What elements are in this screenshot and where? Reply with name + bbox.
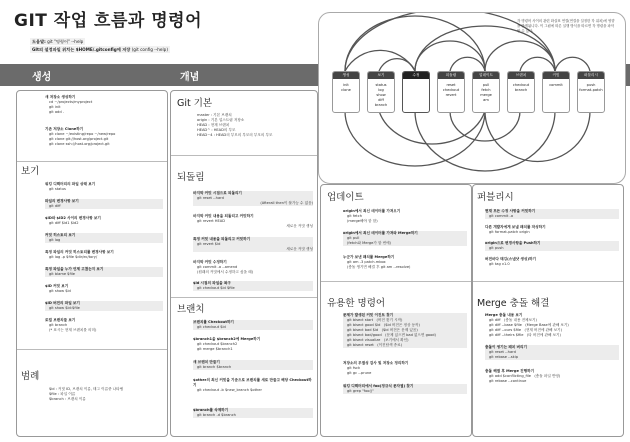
item-heading: origin에서 최신 데이터를 가져와 Merge하기 [343,231,418,235]
page-title: GIT 작업 흐름과 명령어 [14,11,203,31]
item-command: (충돌 생기면 해결 후 git am --resolve) [347,265,411,269]
item-command: git push [489,246,504,250]
item-command: git diff $id1 $id2 [49,221,79,225]
item-command: git show $id [49,289,71,293]
item-command: (merge해야 함 함) [347,219,378,223]
branch-item-5 [193,408,313,418]
update-item-3 [343,255,467,270]
create-item-1 [45,95,163,115]
item-command: git branch [49,323,68,327]
revert-item-5 [193,281,313,291]
item-command: git bisect reset (이진탐색 종료) [347,343,403,347]
item-command: git diff --base $file (Merge Base에 관해 보기) [489,323,569,327]
item-command: git bisect start (버전 찾기 시작) [347,318,403,322]
flow-box-body [403,79,429,83]
legend-list [45,387,163,402]
flow-box-update [472,71,500,113]
view-item-9 [45,318,163,333]
legend-line: $id : 커밋 ID, 브랜치 이름, 태그 이름중 나타냄 [49,387,124,391]
flow-box-head: 보기 [368,72,394,79]
useful-item-2 [343,361,467,376]
flow-box-publish [577,71,605,113]
update-item-2 [343,231,467,246]
item-heading: 커밋 히스토리 보기 [45,233,76,237]
item-command: git diff [49,204,61,208]
item-command: git status [49,187,66,191]
item-command: (fetch와 Merge가 함 번에) [347,241,391,245]
item-heading: 파일의 변경사항 보기 [45,199,79,203]
flow-box-body: commit [549,83,563,87]
item-command: git diff (충돌 내용 전체보기) [489,318,537,322]
item-command: git pull [347,236,360,240]
item-command: git log -p $file $dir/ec/tory/ [49,255,98,259]
flow-box-body: status log show diff branch [374,83,388,107]
concept-line: origin : 기본 업스트림 저장소 [197,118,245,122]
left-column-panel [16,90,168,437]
section-title-revert: 되돌림 [177,172,205,183]
flow-box-head: 퍼블리시 [578,72,604,79]
item-heading: 충돌이 생기는 패치 버리기 [485,345,527,349]
view-item-7 [45,284,163,294]
item-note: (원래의 커밋에서 수정하고 싶을 때) [197,270,253,274]
item-note: 새로운 커밋 생성 [286,224,313,228]
item-command: git blame $file [49,272,75,276]
help-text-2: (git config --help) [131,47,168,52]
publish-merge-panel [472,184,624,437]
item-heading: 브랜치를 Checkout하기 [193,320,234,324]
update-item-1 [343,209,467,224]
item-heading: 현재 모든 수정 사항을 커밋하기 [485,209,536,213]
item-command: git rebase --continue [489,379,527,383]
item-note: (Afterall then이 불가능 수 없음) [260,201,313,205]
item-command: git init [49,105,61,109]
useful-item-1 [343,313,467,348]
item-heading: $ID와 $ID2 사이의 변경사항 보기 [45,216,101,220]
item-command: git bisect bad/good (문제 있으면 bad 없으면 good) [347,333,436,337]
merge-item-2 [485,345,619,360]
item-heading: origin에서 최신 데이터를 가져오기 [343,209,401,213]
middle-column-panel [170,90,318,437]
item-command: git log [49,238,61,242]
revert-item-4 [193,260,313,275]
item-heading: 특정 커밋 내용을 되돌리고 커밋하기 [193,237,251,241]
view-item-3 [45,216,163,226]
diagram-note: 각 명령어 사이의 관련 화살표 연결(연결을 설정한 각 위치)에 영향을 받게됩니다. 이 그림에 따른 실행 방식을 따르면 각 명령을 파악할 수 있다. [517,19,615,33]
item-heading: 로컬 브랜치들 보기 [45,318,76,322]
item-heading: 문제가 발생된 커밋 이진트 찾기 [343,313,394,317]
item-command: git commit -a [489,214,514,218]
legend-line: $file : 파일 이름 [49,392,76,396]
publish-item-3 [485,241,619,251]
view-item-8 [45,301,163,311]
view-item-2 [45,199,163,209]
revert-item-2 [193,214,313,229]
item-command: git format-patch origin [489,230,530,234]
merge-item-1 [485,313,619,338]
band-label-create: 생성 [32,72,52,83]
flow-box-body: pull fetch merge am [480,83,492,102]
flow-box-branch [507,71,535,113]
item-command: git revert HEAD [197,219,226,223]
item-command: git clone git://host.org/project.git [49,137,109,141]
item-heading: $branch1을 $branch2에 Merge하기 [193,337,261,341]
view-item-1 [45,182,163,192]
item-command: git checkout $id [197,325,226,329]
publish-item-4 [485,257,619,267]
divider [171,297,317,298]
concept-line: HEAD^ : HEAD의 부모 [197,128,236,132]
concept-line: master : 기본 브랜치 [197,113,232,117]
item-command: git checkout -b $new_branch $other [197,388,262,392]
item-command: git add $conflicting_file (충돌 파일 반영) [489,374,561,378]
item-heading: origin으로 변경사항을 Push하기 [485,241,541,245]
item-heading: $other의 최신 커밋을 기준으로 브랜치를 새로 만들고 해당 Checkout하기 [193,378,312,387]
help-label-2: GIt의 설정파일 위치는 $HOME/.gitconfig에 저장 [32,47,131,52]
concept-line: HEAD~4 : HEAD의 부모의 부모의 부모의 부모 [197,133,273,137]
help-label-1: 도움말: [32,39,46,44]
item-command: git bisect good $id ($id 버전은 정상 동작) [347,323,420,327]
flow-box-head: 브랜치 [508,72,534,79]
item-heading: 특정 파일을 누가 언제 고쳤는지 보기 [45,267,104,271]
branch-item-4 [193,378,313,393]
section-title-view: 보기 [21,166,40,177]
flow-box-head: 업데이트 [473,72,499,79]
flow-box-edit [402,71,430,113]
section-title-concepts: Git 기본 [177,98,213,109]
flow-box-revert [437,71,465,113]
item-command: git branch $branch [197,365,232,369]
flow-box-create [332,71,360,113]
help-block [30,38,170,54]
item-heading: 새 브랜치 만들기 [193,360,220,364]
item-heading: 워킹 디렉터리의 파일 상태 보기 [45,182,96,186]
item-heading: 누군가 보낸 패치를 Merge하기 [343,255,395,259]
concepts-list [193,113,313,138]
update-useful-panel [320,184,472,437]
item-command: git checkout $branch2 [197,342,238,346]
item-heading: 워킹 디렉터리에서 foo(정규식 문자열) 찾기 [343,384,414,388]
item-command: git checkout $id $file [197,286,235,290]
view-item-5 [45,250,163,260]
help-line-1 [30,38,85,45]
branch-item-1 [193,320,313,330]
revert-item-1 [193,191,313,206]
section-title-merge: Merge 충돌 해결 [477,298,550,309]
help-text-1: git "명령어" --help [47,39,84,44]
item-command: git grep "foo()" [347,389,374,393]
useful-item-3 [343,384,467,394]
flow-box-body: init clone [341,83,351,92]
flow-box-head: 생성 [333,72,359,79]
item-command: git commit -a --amend [197,265,238,269]
create-item-2 [45,127,163,147]
view-item-6 [45,267,163,277]
item-command: git reset --hard [489,350,516,354]
section-title-update: 업데이트 [327,192,364,203]
section-title-publish: 퍼블리시 [477,192,514,203]
item-command: cd ~/projects/myproject [49,100,93,104]
item-command: git clone ~/existing/repo ~/new/repo [49,132,116,136]
item-heading: 다른 개발자에게 보낼 패치를 작성하기 [485,225,546,229]
flow-box-body: checkout branch [512,83,530,92]
item-heading: 마지막 커밋 수정하기 [193,260,227,264]
item-heading: $id 시점의 파일을 복구 [193,281,231,285]
item-heading: 특정 파일의 커밋 히스토리를 변경사항 보기 [45,250,114,254]
item-command: git revert $id [197,242,221,246]
item-heading: Merge 충돌 내용 보기 [485,313,523,317]
flow-box-head: 되돌림 [438,72,464,79]
divider [171,155,317,156]
flow-box-head: 수정 [403,72,429,79]
flow-box-body: reset checkout revert [442,83,460,97]
help-line-2 [30,46,170,53]
item-command: git diff --ours $file (현재 버전에 관해 보기) [489,328,563,332]
revert-item-3 [193,237,313,252]
band-label-concepts: 개념 [180,72,200,83]
item-command: git gc --prune [347,371,372,375]
flow-box-view [367,71,395,113]
legend-line: $branch : 브랜치 이름 [49,397,86,401]
item-command: (* 표시는 현재 브랜치를 의미) [49,328,97,332]
concept-line: HEAD : 현재 브랜치 [197,123,230,127]
divider [321,281,471,282]
item-heading: 마지막 커밋 시점으로 되돌리기 [193,191,242,195]
publish-item-1 [485,209,619,219]
publish-item-2 [485,225,619,235]
item-command: git branch -d $branch [197,413,236,417]
divider [473,281,623,282]
item-command: git fsck [347,366,361,370]
item-heading: $ID 커밋 보기 [45,284,69,288]
item-command: git am -3 patch.mbox [347,260,386,264]
section-title-legend: 범례 [21,371,40,382]
item-command: git fetch [347,214,362,218]
item-command: git reset --hard [197,196,224,200]
flow-box-head: 커밋 [543,72,569,79]
item-command: git tag v1.0 [489,262,510,266]
item-command: git add . [49,110,64,114]
item-note: 새로운 커밋 생성 [286,247,313,251]
item-command: git rebase --skip [489,355,518,359]
divider [17,161,167,162]
item-command: git diff --theirs $file (타 버전에 관해 보기) [489,333,561,337]
item-heading: 충돌 해결 후 Merge 진행하기 [485,369,535,373]
item-heading: 새 저장소 생성하기 [45,95,76,99]
branch-item-2 [193,337,313,352]
workflow-diagram [318,12,626,184]
divider [17,349,167,350]
item-heading: 기존 저장소 Clone하기 [45,127,84,131]
flow-box-commit [542,71,570,113]
item-command: git show $id:$file [49,306,80,310]
item-command: git bisect bad $id ($id 버전은 문제 있음) [347,328,418,332]
section-title-branch: 브랜치 [177,304,205,315]
item-heading: $branch를 삭제하기 [193,408,229,412]
item-heading: 마지막 커밋 내용을 되돌리고 커밋하기 [193,214,254,218]
item-command: git bisect visualize (보기에서 확인) [347,338,409,342]
section-title-useful: 유용한 명령어 [327,298,386,309]
flow-box-body: push format-patch [579,83,603,92]
view-item-4 [45,233,163,243]
item-command: git merge $branch1 [197,347,233,351]
item-heading: 저장소의 무결성 검사 및 저장소 정리하기 [343,361,409,365]
merge-item-3 [485,369,619,384]
branch-item-3 [193,360,313,370]
item-heading: 버전마다 태깅(스냅샷 생성)하기 [485,257,536,261]
item-heading: $ID 버전의 파일 보기 [45,301,80,305]
item-command: git clone ssh://host.org/project.git [49,142,110,146]
